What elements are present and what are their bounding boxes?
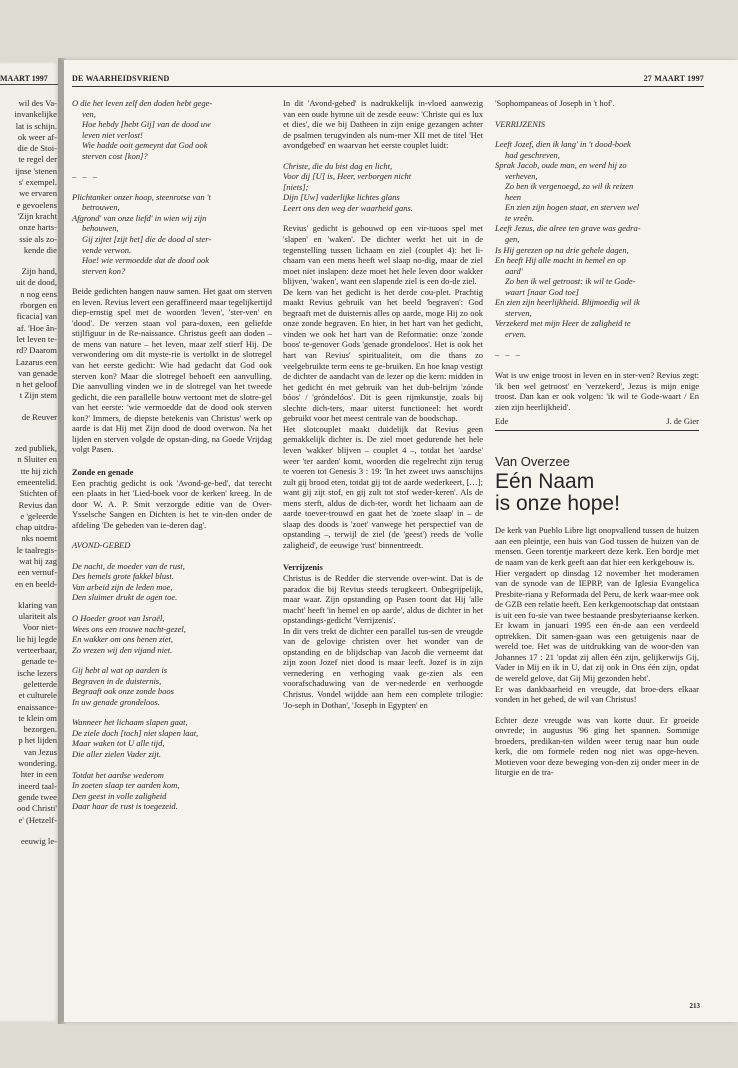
previous-page-line: Lazarus een — [15, 356, 57, 367]
poem-line: te vreên. — [505, 212, 534, 223]
previous-page-text — [0, 98, 57, 847]
column-1 — [72, 98, 272, 812]
poem-line: Den sluimer drukt de ogen toe. — [72, 592, 178, 603]
poem-line: Voor dij [U] is, Heer, verborgen nicht — [283, 171, 412, 182]
poem-line: sterven, — [505, 307, 532, 318]
poem-line: Leeft Jozef, dien ik lang' in 't dood-boek — [495, 139, 631, 150]
publication-name: DE WAARHEIDSVRIEND — [72, 74, 170, 83]
poem-line: Maar waken tot U alle tijd, — [72, 738, 165, 749]
previous-page-line: genade te- — [21, 656, 57, 667]
running-header — [72, 74, 704, 87]
previous-page-line: p het lijden — [18, 735, 57, 746]
poem-line: vende verwon. — [82, 244, 132, 255]
body-paragraph: Een prachtig gedicht is ook 'Avond-ge-bed', dat terecht een plaats in het 'Lied-boek voor de kerken' kreeg. In de door W. A. P. Smit verzorgde editie van de Over-Ysselsche Sangen en Dichten is het te vin-den onder de afdeling 'De gebeden van ie-deren dag'. — [72, 477, 272, 530]
poem-line: Hoe! wie vermoedde dat de dood ook — [82, 255, 209, 266]
poem-line: Is Hij gerezen op na drie gehele dagen, — [495, 244, 629, 255]
poem-line: verheven, — [505, 170, 538, 181]
poem-block — [72, 192, 272, 276]
poem-line: De ziele doch [toch] niet slapen laat, — [72, 727, 199, 738]
poem-line: Hoe hebdy [hebt Gij] van de dood uw — [82, 119, 211, 130]
previous-page-line: rd? Daarom — [16, 345, 57, 356]
previous-page-line: tte hij zich — [20, 465, 57, 476]
body-paragraph: De kern van het gedicht is het derde cou-plet. Prachtig maakt Revius gebruik van het beeld 'begraven': God begraaft met de duisternis alles op aarde, moge Hij zo ook onze zonde begraven. En hier, in het hart van het gedicht, vinden we ook het hart van de Reformatie: onze 'zonde boos' te-genover Gods 'genade grondeloos'. Het is ook het hart van Revius' spiritualiteit, om die thans zo veelgebruikte term eens te ge-bruiken. En hoe knap vestigt de dichter de aandacht van de lezer op die kern: midden in het gedicht én met gebruik van het dub-belrijm 'zónde bóos' / 'gróndelóos'. Dit is geen rijmkunstje, zoals bij slechte dich-ters, maar uiterst functioneel: het wordt gebruikt voor het meest centrale van de boodschap. — [283, 286, 483, 424]
poem-line: Plichtanker onzer hoop, steenrotse van 't — [72, 191, 211, 202]
poem-line: O die het leven zelf den doden hebt gege- — [72, 98, 213, 108]
body-paragraph: Het slotcouplet maakt duidelijk dat Revius geen gemakkelijk dichter is. De ziel moet gedurende het hele leven 'wakker' blijven – couplet 4 –, totdat het 'aardse' weer 'ter aarden' komt, woorden die regelrecht zijn terug te voeren tot Genesis 3 : 19: 'In het zweet uws aanschijns zult gij brood eten, totdat gij tot de aarde wederkeert, […]; want gij zijt stof, en gij zult tot stof weder-keren'. Als de mens sterft, aldus de dich-ter, wordt het lichaam aan de aarde toever-trouwd en gaat het de 'zoete slaap' in – de slaap des doods is 'zoet' vanwege het perspectief van de opstanding –, terwijl de ziel (de 'geest') reeds de 'volle zaligheid', de eeuwige 'rust' binnentreedt. — [283, 423, 483, 550]
poem-line: Dijn [Uw] vaderlijke lichtes glans — [283, 192, 400, 203]
previous-page-line — [0, 590, 57, 600]
poem-line: Totdat het aardse wederom — [72, 769, 164, 780]
previous-page-line: n Sluiter en — [17, 454, 57, 465]
previous-page-line: e gevoelens — [16, 199, 57, 210]
poem-line: gen, — [505, 234, 520, 245]
previous-page-line: let leven te- — [16, 333, 57, 344]
poem-line — [72, 655, 272, 665]
previous-page-line: klaring van — [18, 599, 57, 610]
previous-page-line: en en beeld- — [15, 578, 57, 589]
poem-line: Gij zijtet [zijt het] die de dood al ster- — [82, 234, 212, 245]
previous-page-line: een vernuf- — [17, 567, 57, 578]
previous-page-line: ficacia] van — [16, 311, 57, 322]
poem-line: Des hemels grote fakkel blust. — [72, 571, 174, 582]
body-paragraph: In dit 'Avond-gebed' is nadrukkelijk in-vloed aanwezig van een oude hymne uit de zesde eeuw: 'Christe qui es lux et dies', die we bij Datheen in zijn enige gezangen achter de psalmen terugvinden als num-mer XII met de titel 'Het avondgebed' en waarvan het eerste couplet luidt: — [283, 98, 483, 151]
previous-page-line — [0, 826, 57, 836]
poem-block — [72, 98, 272, 161]
body-paragraph: De kerk van Pueblo Libre ligt onopvallend tussen de huizen aan een pleintje, een huis van God tussen de huizen van de mensen. Geen torentje markeert deze kerk. Een bordje met de naam van de kerk geeft aan dat hier een kerkgebouw is. — [495, 525, 699, 567]
previous-page-line: van genade — [18, 367, 57, 378]
poem-line: Den geest in volle zaligheid — [72, 790, 167, 801]
poem-line: En wakker om ons henen ziet, — [72, 634, 174, 645]
body-paragraph: Revius' gedicht is gebouwd op een vir-tuoos spel met 'slapen' en 'waken'. De dichter werkt het uit in de tegenstelling tussen lichaam en ziel (couplet 4): het li-chaam van een mens heeft wel slaap no-dig, maar de ziel moet niet inslapen: deze moet het hele leven door wakker blijven, 'waken', want een slapende ziel is een do-de ziel. — [283, 223, 483, 287]
previous-page-line: enaissance- — [17, 701, 57, 712]
poem-line — [72, 760, 272, 770]
previous-page-line: s' exempel. — [18, 177, 57, 188]
body-paragraph: Beide gedichten hangen nauw samen. Het gaat om sterven en leven. Revius levert een geraffineerd maar tegelijkertijd diep-ernstig spel met de woorden 'leven', 'ster-ven' en 'dood'. De verzen staan vol para-doxen, een geliefde stijlfiguur in de Re-naissance. Christus geeft aan doden – de mens van nature – het leven, maar zelf stierf Hij. De verwondering om dit myste-rie is vertolkt in de slotregel van het eerste gedicht: Wie had gedacht dat God ook sterven kon? Maar die slotregel behoeft een aanvulling. Die aanvulling vinden we in de slotregel van het tweede gedicht, die een parallelle bouw vertoont met de slotre-gel van het eerste: 'wie vermoedde dat de dood ook sterven kon?' Immers, de diepste betekenis van Christus' werk op aarde is dat Hij met Zijn dood de dood overwon. Na het lijden en sterven volgde de opstan-ding, na Goede Vrijdag volgt Pasen. — [72, 286, 272, 455]
previous-page-line: die de Stoi- — [17, 143, 57, 154]
previous-page-line: onze harts- — [19, 222, 57, 233]
previous-page-line: Stichten of — [19, 488, 57, 499]
article-title — [495, 471, 699, 515]
previous-page-line — [0, 256, 57, 266]
poem-line: Zo vrezen wij den vijand niet. — [72, 644, 173, 655]
section-heading: Zonde en genade — [72, 466, 134, 477]
poem-line: sterven kon? — [82, 265, 126, 276]
section-dashes: – – – — [72, 171, 99, 182]
poem-block — [283, 161, 483, 214]
previous-page-line: emeentelid. — [17, 476, 57, 487]
previous-page-line: Zijn hand, — [21, 266, 57, 277]
previous-page-line: te klein om — [18, 712, 57, 723]
poem-line: En heeft Hij alle macht in hemel en op — [495, 255, 626, 266]
poem-line: In uw genade grondeloos. — [72, 696, 160, 707]
poem-line: had geschreven, — [505, 149, 560, 160]
previous-page-line: t Zijn stem — [19, 390, 57, 401]
poem-line: En zien zijn hogen staat, en sterven wel — [505, 202, 640, 213]
poem-line: erven. — [505, 328, 527, 339]
page-number: 213 — [689, 1002, 700, 1010]
poem-block — [72, 561, 272, 812]
body-paragraph: 'Sophompaneas of Joseph in 't hof'. — [495, 98, 615, 108]
body-paragraph: Hier vergadert op dinsdag 12 november het moderamen van de synode van de IEPRP, van de Iglesia Evangelica Presbite-riana y Reformada del Peru, de kerk waar-mee ook de GZB een relatie heeft. Een kerkgenootschap dat ontstaan is uit een fu-sie van twee bestaande presbyteriaanse kerken. Er kwam in januari 1995 een én-de aan een verdeeld optrekken. Dit samen-gaan was een getuigenis naar de wereld toe. Het was de uitdrukking van de woor-den van Johannes 17 : 21 'opdat zij allen één zijn, gelijkerwijs Gij, Vader in Mij en ik in U, dat zij ook in Ons één zijn, opdat de wereld gelove, dat Gij Mij gezonden hebt'. — [495, 567, 699, 683]
signature-place: Ede — [495, 416, 509, 427]
previous-page-line: 'Zijn kracht — [17, 210, 57, 221]
poem-line: [niets]; — [283, 181, 309, 192]
previous-page-line — [0, 402, 57, 412]
article-kicker: Van Overzee — [495, 453, 570, 469]
previous-page-line: kende die — [23, 244, 57, 255]
previous-page-line: we ervaren — [19, 188, 57, 199]
poem-line — [72, 603, 272, 613]
poem-line: aard' — [505, 265, 523, 276]
section-heading: Verrijzenis — [283, 562, 323, 573]
poem-line — [72, 707, 272, 717]
previous-page-header: MAART 1997 — [0, 74, 58, 85]
previous-page-line: lie hij legde — [16, 633, 57, 644]
poem-line: Begraven in de duisternis, — [72, 675, 162, 686]
previous-page-line: verteerbaar, — [16, 645, 57, 656]
body-paragraph: Wat is uw enige troost in leven en in ster-ven? Revius zegt: 'ik ben wel getroost' en 'verzekerd', Jezus is mijn enige troost. Dan kan er ook volgen: 'ik wil te Gode-waart / En zien zijn heerlijkheid'. — [495, 370, 699, 412]
previous-page-line: ssie als zo- — [19, 233, 57, 244]
previous-page-line: Voor niet- — [22, 622, 57, 633]
previous-page-line: uit de dood, — [16, 277, 57, 288]
poem-line: O Hoeder groot van Israël, — [72, 612, 165, 623]
previous-page-line: de Reuver — [21, 411, 57, 422]
poem-line: Sprak Jacob, oude man, en werd hij zo — [495, 160, 627, 171]
previous-page-line: n het geloof — [15, 379, 57, 390]
previous-page-line: af. 'Hoe ân- — [17, 322, 57, 333]
issue-date: 27 MAART 1997 — [643, 74, 704, 83]
previous-page-line — [0, 433, 57, 443]
poem-line: Verzekerd met mijn Heer de zaligheid te — [495, 318, 631, 329]
poem-line: Wie hadde ooit gemeynt dat God ook — [82, 140, 208, 151]
poem-line: De nacht, de moeder van de rust, — [72, 560, 185, 571]
previous-page-line: eeuwig le- — [20, 835, 57, 846]
previous-page-line: n nog eens — [20, 288, 57, 299]
poem-line: waart [naar God toe] — [505, 286, 579, 297]
signature-author: J. de Gier — [666, 416, 699, 427]
poem-line: Gij hebt al wat op aarden is — [72, 665, 168, 676]
poem-title: AVOND-GEBED — [72, 540, 131, 551]
poem-line: Leeft Jezus, die alree ten grave was gedra- — [495, 223, 641, 234]
previous-page-line: ineerd taal- — [18, 780, 57, 791]
poem-line: Christe, die du bist dag en licht, — [283, 160, 393, 171]
author-signature — [495, 416, 699, 431]
article-title-line: is onze hope! — [495, 492, 620, 516]
previous-page-line: ijnse 'stenen — [15, 165, 57, 176]
poem-line: Wanneer het lichaam slapen gaat, — [72, 717, 188, 728]
previous-page-line: hter in een — [20, 769, 57, 780]
poem-line: Zo ben ik vergenoegd, zo wil ik reizen — [505, 181, 634, 192]
body-paragraph: Er was dankbaarheid en vreugde, dat broe-ders elkaar vonden in het gebed, de wil van Christus! — [495, 683, 699, 705]
column-2 — [283, 98, 483, 710]
previous-page-line: invankelijke — [14, 109, 57, 120]
previous-page-line: geletterde — [23, 678, 57, 689]
previous-page-line: e' (Hetzelf- — [18, 814, 57, 825]
poem-line: Afgrond' van onze liefd' in wien wij zijn — [72, 212, 207, 223]
poem-title: VERRIJZENIS — [495, 118, 546, 129]
poem-line: Begraaft ook onze zonde boos — [72, 686, 174, 697]
poem-line: leven niet verlost! — [82, 129, 143, 140]
body-paragraph: Echter deze vreugde was van korte duur. Er groeide onvrede; in augustus '96 ging het spannen. Sommige broeders, predikan-ten wilden weer terug naar hun oude kerk, die om formele reden nog niet was opge-heven. Motieven voor deze beweging von-den zij onder meer in de liturgie en de tra- — [495, 714, 699, 778]
previous-page-line: te regel der — [18, 154, 57, 165]
poem-line: In zoeten slaap ter aarden kom, — [72, 780, 180, 791]
poem-block — [495, 139, 699, 339]
previous-page-line: e 'geleerde — [20, 510, 57, 521]
poem-line: Van arbeid zijn de leden moe, — [72, 581, 173, 592]
previous-page-line: wondering. — [18, 758, 57, 769]
poem-line: behouwen, — [82, 223, 119, 234]
previous-page-line: gende twee — [18, 791, 57, 802]
poem-line: sterven cost [kon]? — [82, 150, 148, 161]
body-paragraph: In dit vers trekt de dichter een parallel tus-sen de vreugde van de gelovige christen over het wonder van de opstanding en de blijdschap van Jacob die verneemt dat zijn zoon Jozef niet dood is maar leeft. Jozef is in zijn vernedering en verhoging vaak ge-zien als een voorafschaduwing van de ver-nederde en verhoogde Christus. Vondel wijdde aan hem een complete trilogie: 'Jo-seph in Dothan', 'Joseph in Egypten' en — [283, 625, 483, 710]
column-3 — [495, 98, 699, 778]
previous-page-line: ulariteit als — [18, 611, 57, 622]
previous-page-line: lat is schijn. — [15, 120, 57, 131]
previous-page-line: ood Christi' — [17, 803, 57, 814]
previous-page-line: ok weer af- — [17, 131, 57, 142]
body-paragraph: Christus is de Redder die stervende over-wint. Dat is de paradox die bij Revius steeds terugkeert. Onbegrijpelijk, maar waar. Zijn opstanding op Pasen toont dat Hij 'alle macht' heeft 'in hemel en op aarde', aldus de dichter in het opstandings-gedicht 'Verrijzenis'. — [283, 572, 483, 626]
poem-line: Leert ons den weg der waarheid gans. — [283, 202, 413, 213]
section-dashes: – – – — [495, 349, 522, 360]
magazine-page — [64, 60, 738, 1022]
previous-page-line: nks noemt — [21, 533, 57, 544]
poem-line: Daar haar de rust is toegezeid. — [72, 801, 178, 812]
previous-page-line: zed publiek, — [15, 443, 57, 454]
previous-page-line: bezorgen. — [23, 724, 57, 735]
previous-page-line: wat hij zag — [19, 555, 57, 566]
previous-page-line: van Jezus — [23, 746, 57, 757]
poem-line: Wees ons een trouwe nacht-gezel, — [72, 623, 186, 634]
poem-line: Die aller zielen Vader zijt. — [72, 748, 162, 759]
previous-page-line: le taalregis- — [16, 544, 57, 555]
previous-page-line: chap uitdra- — [15, 522, 57, 533]
previous-page-line — [0, 423, 57, 433]
poem-line: Zo ben ik wel getroost: ik wil te Gode- — [505, 276, 636, 287]
previous-page-line: wil des Va- — [18, 98, 57, 108]
previous-page-edge — [0, 62, 58, 1022]
poem-line: heen — [505, 191, 522, 202]
poem-line: ven, — [82, 108, 96, 119]
previous-page-line: ische lezers — [17, 667, 57, 678]
article-title-line: Eén Naam — [495, 470, 595, 494]
previous-page-line: Revius dan — [18, 499, 57, 510]
previous-page-line: et culturele — [18, 690, 57, 701]
poem-line: betrouwen, — [82, 202, 120, 213]
poem-line: En zien zijn heerlijkheid. Blijmoedig wil ik — [495, 297, 640, 308]
previous-page-line: rborgen en — [20, 300, 57, 311]
